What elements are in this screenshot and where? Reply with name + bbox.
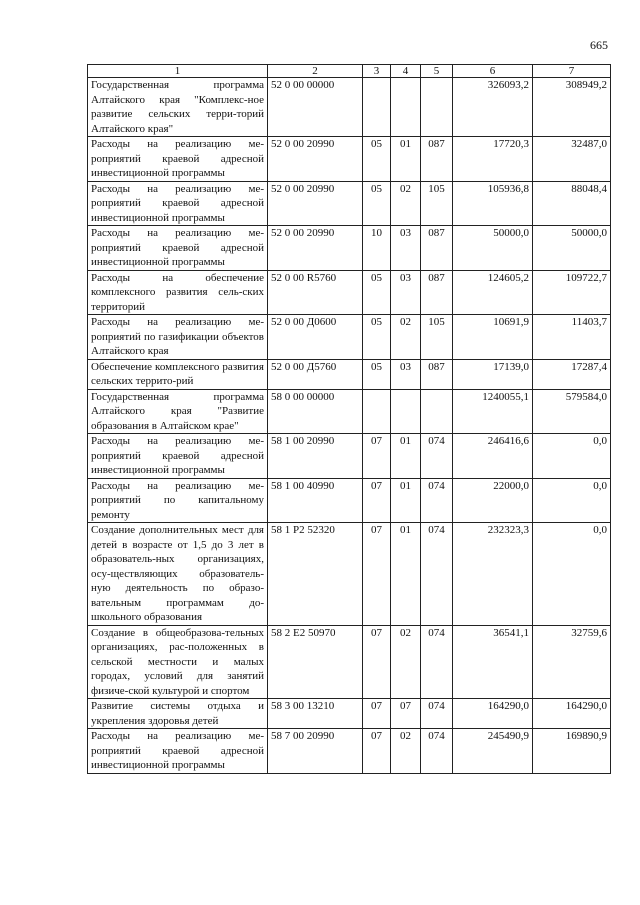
table-cell: 074 (421, 478, 453, 523)
table-cell: 074 (421, 729, 453, 774)
table-cell: Расходы на реализацию ме-роприятий краевой адресной инвестиционной программы (88, 137, 268, 182)
table-cell: 074 (421, 699, 453, 729)
table-row (88, 359, 611, 389)
table-cell (421, 78, 453, 137)
table-cell: Расходы на реализацию ме-роприятий краевой адресной инвестиционной программы (88, 434, 268, 479)
table-row (88, 389, 611, 434)
table-cell: 52 0 00 Д5760 (268, 359, 363, 389)
table-cell: 11403,7 (533, 315, 611, 360)
table-row (88, 315, 611, 360)
table-row (88, 699, 611, 729)
table-cell: 232323,3 (453, 523, 533, 626)
table-row (88, 78, 611, 137)
page-number: 665 (590, 38, 608, 52)
table-cell: 246416,6 (453, 434, 533, 479)
table-row (88, 625, 611, 699)
table-cell: 58 1 P2 52320 (268, 523, 363, 626)
table-cell: 52 0 00 R5760 (268, 270, 363, 315)
table-cell: Расходы на реализацию ме-роприятий краевой адресной инвестиционной программы (88, 729, 268, 774)
table-cell: 05 (363, 181, 391, 226)
table-cell: 50000,0 (533, 226, 611, 271)
table-cell: 087 (421, 359, 453, 389)
table-cell: Обеспечение комплексного развития сельских террито-рий (88, 359, 268, 389)
table-cell: 58 1 00 20990 (268, 434, 363, 479)
column-header: 5 (421, 65, 453, 78)
table-cell: 58 3 00 13210 (268, 699, 363, 729)
table-cell: 074 (421, 434, 453, 479)
table-cell: 58 1 00 40990 (268, 478, 363, 523)
table-cell: 326093,2 (453, 78, 533, 137)
table-cell: 0,0 (533, 434, 611, 479)
table-cell: 52 0 00 20990 (268, 181, 363, 226)
table-cell: 07 (391, 699, 421, 729)
table-cell: 58 7 00 20990 (268, 729, 363, 774)
table-cell: 124605,2 (453, 270, 533, 315)
table-cell: 074 (421, 625, 453, 699)
table-cell (363, 78, 391, 137)
table-cell: 10691,9 (453, 315, 533, 360)
table-cell (391, 78, 421, 137)
table-cell: 17139,0 (453, 359, 533, 389)
table-cell: 07 (363, 699, 391, 729)
table-cell: 087 (421, 137, 453, 182)
table-cell: 164290,0 (533, 699, 611, 729)
table-cell: Расходы на обеспечение комплексного развития сель-ских территорий (88, 270, 268, 315)
table-cell: 245490,9 (453, 729, 533, 774)
table-row (88, 478, 611, 523)
table-cell: 01 (391, 434, 421, 479)
table-cell: Расходы на реализацию ме-роприятий по капитальному ремонту (88, 478, 268, 523)
table-cell: Расходы на реализацию ме-роприятий краевой адресной инвестиционной программы (88, 226, 268, 271)
table-cell: 105 (421, 181, 453, 226)
table-cell: 308949,2 (533, 78, 611, 137)
table-cell: 36541,1 (453, 625, 533, 699)
table-row (88, 523, 611, 626)
table-cell: 05 (363, 270, 391, 315)
table-cell: 52 0 00 00000 (268, 78, 363, 137)
table-cell: Создание дополнительных мест для детей в возрасте от 1,5 до 3 лет в образователь-ных организациях, осу-ществляющих образователь-ную деятельность по образо-вательным программам до-школьного образования (88, 523, 268, 626)
table-cell: 109722,7 (533, 270, 611, 315)
column-header: 4 (391, 65, 421, 78)
table-cell: 58 2 E2 50970 (268, 625, 363, 699)
table-cell: 02 (391, 181, 421, 226)
table-cell: 1240055,1 (453, 389, 533, 434)
table-cell: 17287,4 (533, 359, 611, 389)
table-cell: 07 (363, 729, 391, 774)
table-cell: 087 (421, 226, 453, 271)
table-cell: 105936,8 (453, 181, 533, 226)
table-cell: 52 0 00 20990 (268, 137, 363, 182)
table-cell: 03 (391, 359, 421, 389)
table-cell: 50000,0 (453, 226, 533, 271)
budget-table (87, 64, 611, 774)
table-cell: 05 (363, 315, 391, 360)
table-cell (391, 389, 421, 434)
table-cell: 58 0 00 00000 (268, 389, 363, 434)
table-cell: 01 (391, 523, 421, 626)
table-cell: Создание в общеобразова-тельных организациях, рас-положенных в сельской местности и малых городах, условий для занятий физиче-ской культурой и спортом (88, 625, 268, 699)
table-row (88, 226, 611, 271)
table-cell: 10 (363, 226, 391, 271)
table-cell: 02 (391, 625, 421, 699)
table-cell: 01 (391, 137, 421, 182)
table-cell (363, 389, 391, 434)
table-cell: Расходы на реализацию ме-роприятий по газификации объектов Алтайского края (88, 315, 268, 360)
column-header: 1 (88, 65, 268, 78)
table-cell: 07 (363, 434, 391, 479)
table-cell: 32759,6 (533, 625, 611, 699)
table-cell: 88048,4 (533, 181, 611, 226)
table-cell: 03 (391, 226, 421, 271)
column-header: 2 (268, 65, 363, 78)
table-cell: 02 (391, 729, 421, 774)
table-cell: 074 (421, 523, 453, 626)
table-cell: 03 (391, 270, 421, 315)
table-cell: 169890,9 (533, 729, 611, 774)
table-row (88, 270, 611, 315)
table-cell: 579584,0 (533, 389, 611, 434)
header-row (88, 65, 611, 78)
table-row (88, 181, 611, 226)
table-cell: Расходы на реализацию ме-роприятий краевой адресной инвестиционной программы (88, 181, 268, 226)
column-header: 6 (453, 65, 533, 78)
table-cell: 0,0 (533, 478, 611, 523)
table-cell: 164290,0 (453, 699, 533, 729)
table-cell: 01 (391, 478, 421, 523)
table-cell (421, 389, 453, 434)
table-cell: 05 (363, 137, 391, 182)
table-row (88, 137, 611, 182)
table-cell: 087 (421, 270, 453, 315)
table-cell: 52 0 00 20990 (268, 226, 363, 271)
table-cell: 52 0 00 Д0600 (268, 315, 363, 360)
table-cell: 32487,0 (533, 137, 611, 182)
table-cell: 17720,3 (453, 137, 533, 182)
column-header: 3 (363, 65, 391, 78)
table-cell: 02 (391, 315, 421, 360)
table-cell: 22000,0 (453, 478, 533, 523)
table-cell: Государственная программа Алтайского края "Комплекс-ное развитие сельских терри-торий Алтайского края" (88, 78, 268, 137)
table-row (88, 434, 611, 479)
table-cell: 07 (363, 478, 391, 523)
table-cell: Развитие системы отдыха и укрепления здоровья детей (88, 699, 268, 729)
table-cell: Государственная программа Алтайского края "Развитие образования в Алтайском крае" (88, 389, 268, 434)
table-cell: 07 (363, 625, 391, 699)
table-cell: 05 (363, 359, 391, 389)
table-cell: 0,0 (533, 523, 611, 626)
column-header: 7 (533, 65, 611, 78)
table-cell: 105 (421, 315, 453, 360)
table-row (88, 729, 611, 774)
table-cell: 07 (363, 523, 391, 626)
